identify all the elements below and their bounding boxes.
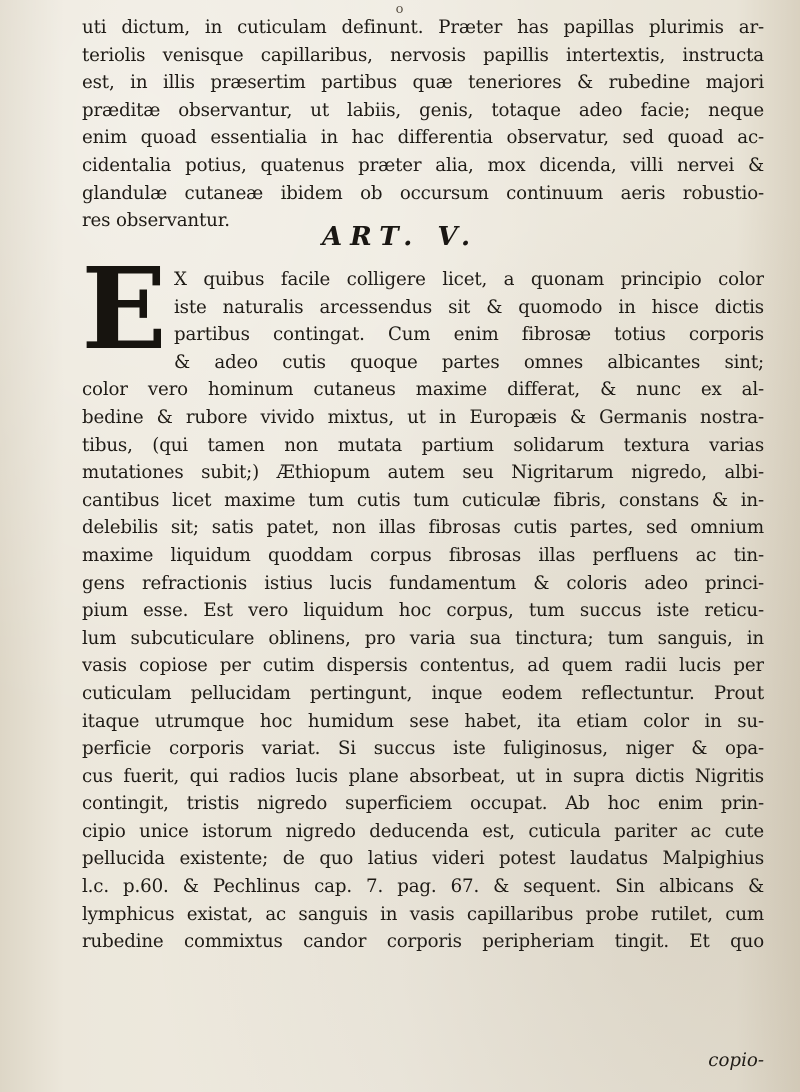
text-line: glandulæ cutaneæ ibidem ob occursum continuum aeris robustio- bbox=[82, 182, 764, 204]
paragraph-main bbox=[81, 244, 764, 956]
text-line: iste naturalis arcessendus sit & quomodo in hisce dictis bbox=[174, 296, 764, 318]
text-line: l.c. p.60. & Pechlinus cap. 7. pag. 67. & sequent. Sin albicans & bbox=[82, 876, 764, 898]
catchword: copio- bbox=[708, 1050, 764, 1071]
text-line: X quibus facile colligere licet, a quonam principio color bbox=[174, 269, 764, 290]
drop-cap: E bbox=[81, 244, 167, 375]
text-line: color vero hominum cutaneus maxime differat, & nunc ex al- bbox=[82, 379, 764, 401]
text-line: contingit, tristis nigredo superficiem occupat. Ab hoc enim prin- bbox=[82, 793, 764, 815]
text-line: pium esse. Est vero liquidum hoc corpus, tum succus iste reticu- bbox=[82, 600, 764, 622]
text-line: bedine & rubore vivido mixtus, ut in Europæis & Germanis nostra- bbox=[82, 406, 764, 428]
text-line: delebilis sit; satis patet, non illas fibrosas cutis partes, sed omnium bbox=[82, 517, 764, 539]
text-line: rubedine commixtus candor corporis peripheriam tingit. Et quo bbox=[82, 931, 764, 953]
text-line: lymphicus existat, ac sanguis in vasis capillaribus probe rutilet, cum bbox=[82, 903, 764, 925]
text-line: lum subcuticulare oblinens, pro varia sua tinctura; tum sanguis, in bbox=[82, 627, 764, 649]
text-line: mutationes subit;) Æthiopum autem seu Nigritarum nigredo, albi- bbox=[82, 462, 764, 484]
text-line: pellucida existente; de quo latius videri potest laudatus Malpighius bbox=[82, 848, 764, 870]
text-line: res observantur. bbox=[82, 210, 230, 232]
text-line: maxime liquidum quoddam corpus fibrosas illas perfluens ac tin- bbox=[82, 544, 764, 566]
paragraph-top bbox=[82, 14, 764, 235]
text-line: cus fuerit, qui radios lucis plane absorbeat, ut in supra dictis Nigritis bbox=[82, 765, 764, 787]
text-line: perficie corporis variat. Si succus iste fuliginosus, niger & opa- bbox=[82, 738, 764, 760]
text-line: enim quoad essentialia in hac differentia observatur, sed quoad ac- bbox=[82, 127, 764, 149]
article-heading: ART. V. bbox=[321, 222, 479, 252]
text-line: vasis copiose per cutim dispersis contentus, ad quem radii lucis per bbox=[82, 655, 764, 677]
text-line: tibus, (qui tamen non mutata partium solidarum textura varias bbox=[82, 434, 764, 456]
text-line: itaque utrumque hoc humidum sese habet, ita etiam color in su- bbox=[82, 710, 764, 732]
text-line: uti dictum, in cuticulam definunt. Præter has papillas plurimis ar- bbox=[82, 17, 764, 38]
text-line: cuticulam pellucidam pertingunt, inque eodem reflectuntur. Prout bbox=[82, 682, 764, 704]
text-line: cidentalia potius, quatenus præter alia, mox dicenda, villi nervei & bbox=[82, 154, 764, 176]
text-line: cipio unice istorum nigredo deducenda est, cuticula pariter ac cute bbox=[82, 820, 764, 842]
text-line: & adeo cutis quoque partes omnes albicantes sint; bbox=[174, 351, 764, 373]
text-line: partibus contingat. Cum enim fibrosæ totius corporis bbox=[174, 324, 764, 346]
text-line: gens refractionis istius lucis fundamentum & coloris adeo princi- bbox=[82, 572, 764, 594]
text-line: cantibus licet maxime tum cutis tum cuticulæ fibris, constans & in- bbox=[82, 489, 764, 511]
text-line: teriolis venisque capillaribus, nervosis papillis intertextis, instructa bbox=[82, 44, 764, 66]
folio-mark: o bbox=[395, 2, 405, 17]
text-line: præditæ observantur, ut labiis, genis, totaque adeo facie; neque bbox=[82, 99, 764, 121]
text-line: est, in illis præsertim partibus quæ teneriores & rubedine majori bbox=[82, 72, 764, 94]
